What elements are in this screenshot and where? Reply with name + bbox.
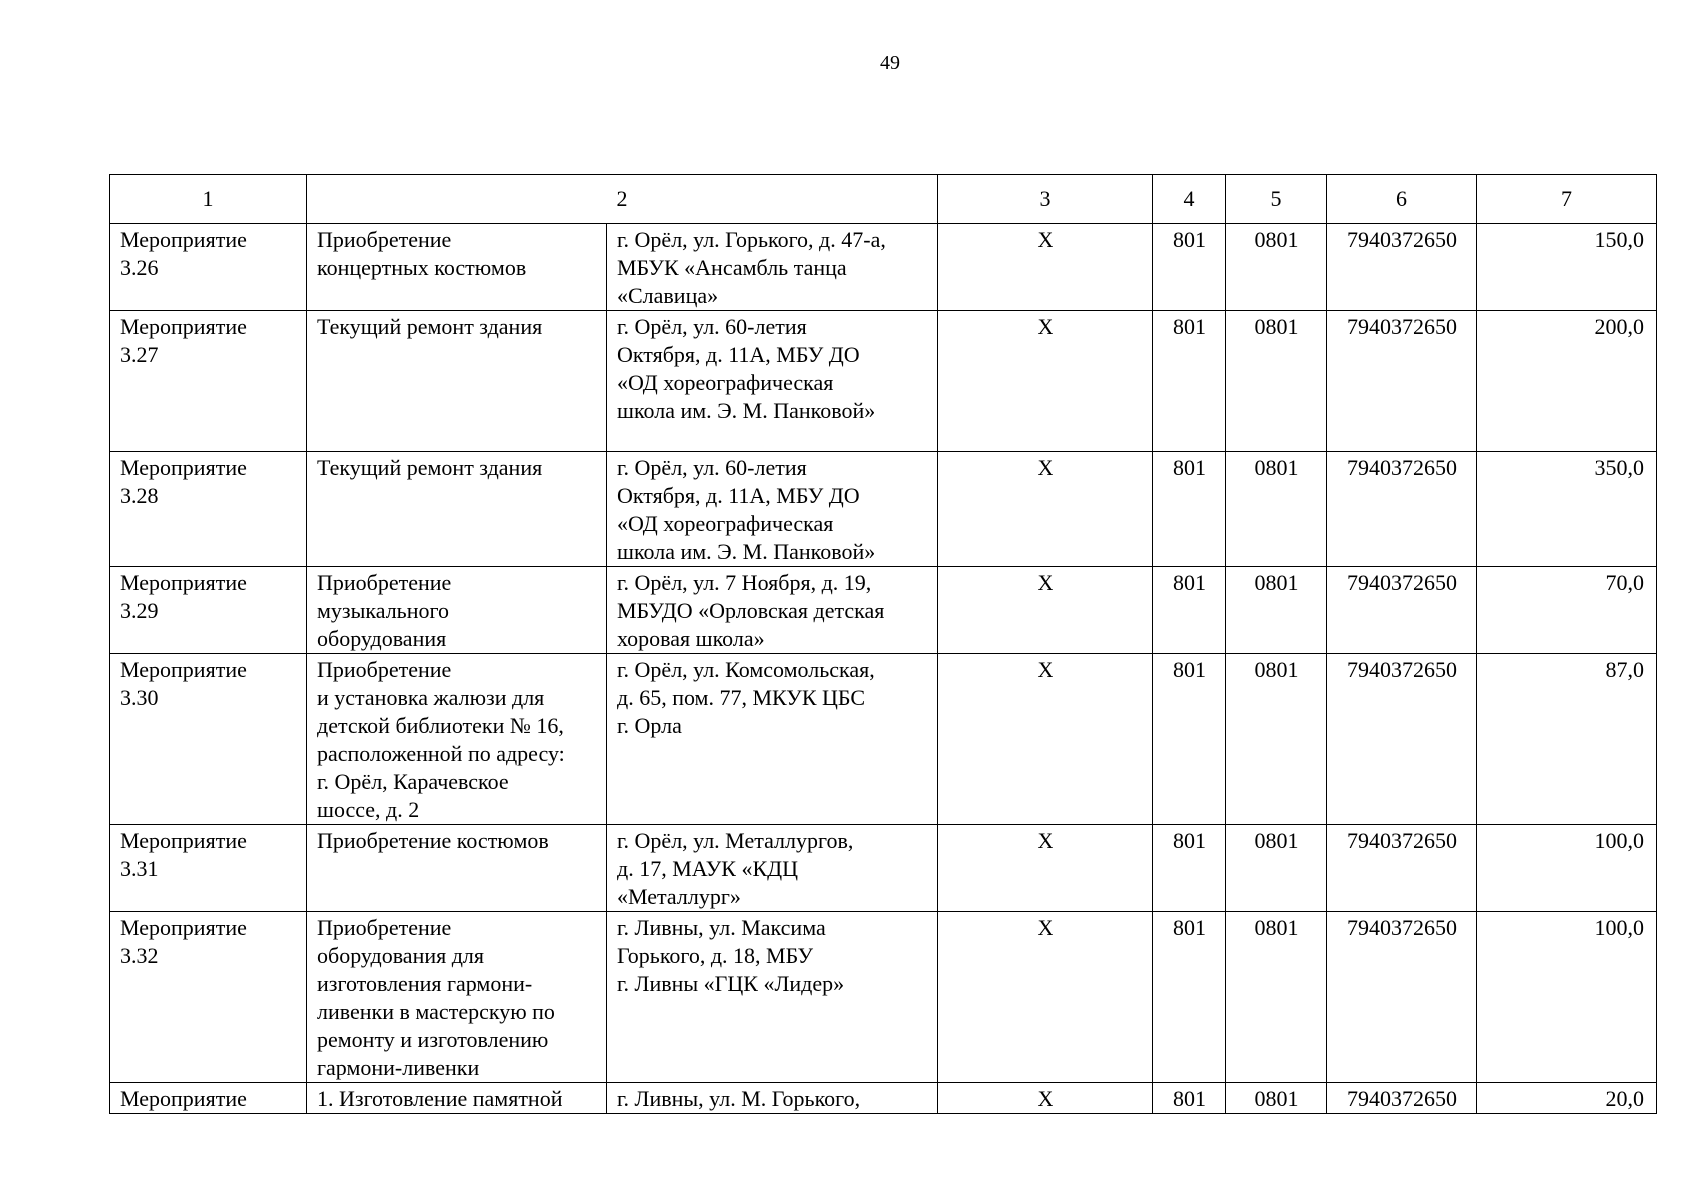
name-cell: Текущий ремонт здания <box>307 452 607 567</box>
amount-cell: 350,0 <box>1477 452 1657 567</box>
event-cell: Мероприятие 3.29 <box>110 567 307 654</box>
header-col-2: 2 <box>307 175 938 224</box>
header-col-3: 3 <box>938 175 1153 224</box>
amount-cell: 70,0 <box>1477 567 1657 654</box>
code-x-cell: Х <box>938 825 1153 912</box>
code-0801-cell: 0801 <box>1226 311 1327 452</box>
code-801-cell: 801 <box>1153 825 1226 912</box>
address-cell: г. Ливны, ул. Максима Горького, д. 18, МБУ г. Ливны «ГЦК «Лидер» <box>607 912 938 1083</box>
table-row <box>110 912 1657 1083</box>
name-cell: Приобретение и установка жалюзи для детской библиотеки № 16, расположенной по адресу: г. Орёл, Карачевское шоссе, д. 2 <box>307 654 607 825</box>
code-0801-cell: 0801 <box>1226 654 1327 825</box>
code-x-cell: Х <box>938 452 1153 567</box>
header-col-4: 4 <box>1153 175 1226 224</box>
event-cell: Мероприятие 3.26 <box>110 224 307 311</box>
code-x-cell: Х <box>938 311 1153 452</box>
address-cell: г. Орёл, ул. Комсомольская, д. 65, пом. 77, МКУК ЦБС г. Орла <box>607 654 938 825</box>
budget-table <box>109 174 1657 1114</box>
table-row <box>110 654 1657 825</box>
header-col-7: 7 <box>1477 175 1657 224</box>
code-801-cell: 801 <box>1153 224 1226 311</box>
header-col-1: 1 <box>110 175 307 224</box>
code-0801-cell: 0801 <box>1226 224 1327 311</box>
code-0801-cell: 0801 <box>1226 912 1327 1083</box>
target-code-cell: 7940372650 <box>1327 452 1477 567</box>
target-code-cell: 7940372650 <box>1327 825 1477 912</box>
event-cell: Мероприятие 3.31 <box>110 825 307 912</box>
table-row <box>110 825 1657 912</box>
code-801-cell: 801 <box>1153 452 1226 567</box>
header-col-5: 5 <box>1226 175 1327 224</box>
table-row <box>110 311 1657 452</box>
target-code-cell: 7940372650 <box>1327 1083 1477 1114</box>
name-cell: Текущий ремонт здания <box>307 311 607 452</box>
name-cell: Приобретение костюмов <box>307 825 607 912</box>
table-row <box>110 224 1657 311</box>
code-801-cell: 801 <box>1153 567 1226 654</box>
amount-cell: 20,0 <box>1477 1083 1657 1114</box>
event-cell: Мероприятие 3.27 <box>110 311 307 452</box>
event-cell: Мероприятие 3.30 <box>110 654 307 825</box>
event-cell: Мероприятие 3.32 <box>110 912 307 1083</box>
code-x-cell: Х <box>938 1083 1153 1114</box>
target-code-cell: 7940372650 <box>1327 567 1477 654</box>
code-x-cell: Х <box>938 912 1153 1083</box>
name-cell: Приобретение оборудования для изготовления гармони- ливенки в мастерскую по ремонту и изготовлению гармони-ливенки <box>307 912 607 1083</box>
code-0801-cell: 0801 <box>1226 452 1327 567</box>
table-row <box>110 1083 1657 1114</box>
code-801-cell: 801 <box>1153 912 1226 1083</box>
amount-cell: 100,0 <box>1477 825 1657 912</box>
amount-cell: 87,0 <box>1477 654 1657 825</box>
target-code-cell: 7940372650 <box>1327 311 1477 452</box>
target-code-cell: 7940372650 <box>1327 224 1477 311</box>
address-cell: г. Орёл, ул. 60-летия Октября, д. 11А, МБУ ДО «ОД хореографическая школа им. Э. М. Панковой» <box>607 452 938 567</box>
event-cell: Мероприятие 3.28 <box>110 452 307 567</box>
address-cell: г. Орёл, ул. 7 Ноября, д. 19, МБУДО «Орловская детская хоровая школа» <box>607 567 938 654</box>
code-0801-cell: 0801 <box>1226 825 1327 912</box>
code-x-cell: Х <box>938 654 1153 825</box>
target-code-cell: 7940372650 <box>1327 912 1477 1083</box>
address-cell: г. Орёл, ул. Горького, д. 47-а, МБУК «Ансамбль танца «Славица» <box>607 224 938 311</box>
code-x-cell: Х <box>938 567 1153 654</box>
target-code-cell: 7940372650 <box>1327 654 1477 825</box>
table-row <box>110 452 1657 567</box>
code-801-cell: 801 <box>1153 654 1226 825</box>
code-0801-cell: 0801 <box>1226 1083 1327 1114</box>
code-801-cell: 801 <box>1153 311 1226 452</box>
event-cell: Мероприятие <box>110 1083 307 1114</box>
code-801-cell: 801 <box>1153 1083 1226 1114</box>
amount-cell: 150,0 <box>1477 224 1657 311</box>
page-number: 49 <box>880 52 900 74</box>
name-cell: 1. Изготовление памятной <box>307 1083 607 1114</box>
amount-cell: 100,0 <box>1477 912 1657 1083</box>
header-row <box>110 175 1657 224</box>
amount-cell: 200,0 <box>1477 311 1657 452</box>
code-x-cell: Х <box>938 224 1153 311</box>
header-col-6: 6 <box>1327 175 1477 224</box>
code-0801-cell: 0801 <box>1226 567 1327 654</box>
address-cell: г. Орёл, ул. Металлургов, д. 17, МАУК «КДЦ «Металлург» <box>607 825 938 912</box>
table-row <box>110 567 1657 654</box>
address-cell: г. Ливны, ул. М. Горького, <box>607 1083 938 1114</box>
address-cell: г. Орёл, ул. 60-летия Октября, д. 11А, МБУ ДО «ОД хореографическая школа им. Э. М. Панковой» <box>607 311 938 452</box>
name-cell: Приобретение музыкального оборудования <box>307 567 607 654</box>
name-cell: Приобретение концертных костюмов <box>307 224 607 311</box>
